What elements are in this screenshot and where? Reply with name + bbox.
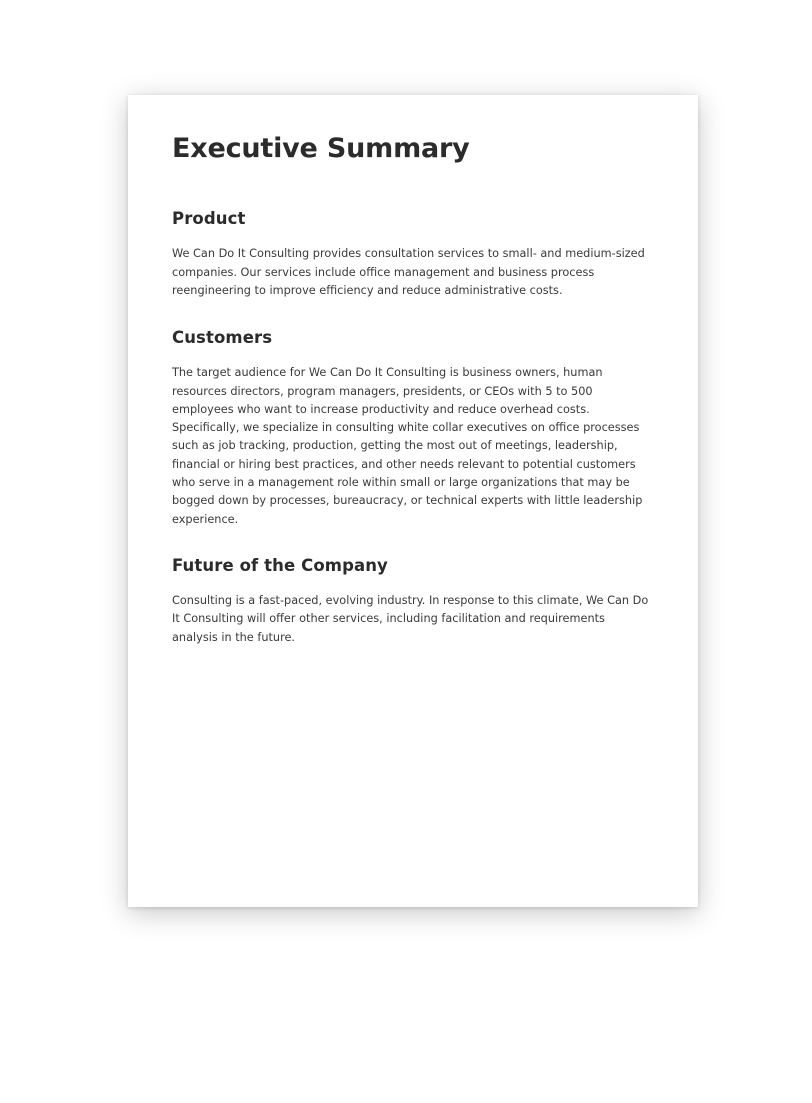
section-body-customers: The target audience for We Can Do It Consulting is business owners, human resources directors, program managers, presidents, or CEOs with 5 to 500 employees who want to increase productivity and reduce overhead costs. Specifically, we specialize in consulting white collar executives on office processes such as job tracking, production, getting the most out of meetings, leadership, financial or hiring best practices, and other needs relevant to potential customers who serve in a management role within small or large organizations that may be bogged down by processes, bureaucracy, or technical experts with little leadership experience.: [172, 366, 643, 526]
section-heading-future-of-the-company: Future of the Company: [172, 555, 388, 575]
section-future-of-the-company: [172, 556, 654, 647]
section-product: [172, 209, 654, 300]
section-heading-product: Product: [172, 209, 246, 229]
section-body-product: We Can Do It Consulting provides consultation services to small- and medium-sized companies. Our services include office management and business process reengineering to improve efficiency and reduce administrative costs.: [172, 247, 645, 297]
document-page: [128, 95, 698, 907]
section-heading-customers: Customers: [172, 328, 273, 348]
section-customers: [172, 328, 654, 529]
page-content: [128, 95, 698, 647]
section-body-future-of-the-company: Consulting is a fast-paced, evolving industry. In response to this climate, We Can Do It Consulting will offer other services, including facilitation and requirements analysis in the future.: [172, 593, 649, 644]
page-title: Executive Summary: [172, 133, 470, 164]
